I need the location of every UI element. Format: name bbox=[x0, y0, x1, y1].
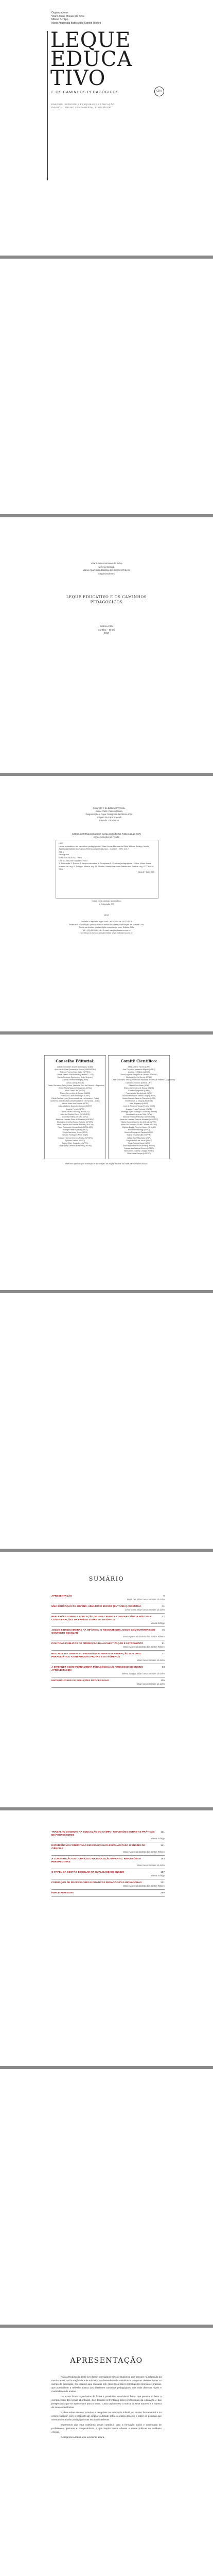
toc-separator bbox=[51, 1626, 165, 1627]
catalog-card-text bbox=[59, 842, 154, 874]
board-member: Lídia de Oliveira Xavier (UNIEURO) bbox=[60, 1113, 90, 1115]
board-member: Jailson Alves dos Santos (UFRJ) bbox=[61, 1103, 89, 1105]
board-member: Mohammed Elhajji (UFRJ) bbox=[128, 1129, 150, 1131]
legal-notice bbox=[51, 920, 162, 935]
board-member: Altair Alberto Fávero (UPF) bbox=[128, 1066, 150, 1068]
board-member: Élsio José Corá (UFFS) bbox=[65, 1089, 85, 1092]
toc-entry-title: O PAPEL DA GESTÃO ESCOLAR NA QUALIDADE DO ENSINO bbox=[51, 1871, 125, 1874]
toc-separator bbox=[51, 1613, 165, 1614]
toc-entry-author: Milena Schlipp bbox=[150, 1837, 165, 1840]
board-member: João Adalberto Campato Junior (UNESP) bbox=[58, 1105, 93, 1108]
catalog-index-line: 1. Educação 370 bbox=[98, 902, 115, 905]
board-member: Eliane Rose Maio (UEM) bbox=[129, 1084, 149, 1087]
toc-entry-title: EXPERIÊNCIAS FORMATIVAS EM ESPAÇO NÃO-ESCOLAR PARA O ENSINO DE CIÊNCIAS bbox=[51, 1844, 146, 1850]
board-member: Maria Lília Imbiriba Sousa Colares (UFOPA) bbox=[120, 1124, 157, 1126]
board-member: Rodrigo Pratte-Santos (UFES) bbox=[62, 1129, 88, 1131]
board-member: Najela Tavares Ujiie (UTFPR) bbox=[127, 1134, 151, 1137]
board-member: Elizeu Clementino de Souza (UNEB) bbox=[60, 1092, 91, 1094]
toc-entry-author: Celso Conti, Vilani Jesus Moraes da Silva bbox=[125, 1608, 165, 1611]
board-member: Anna Augusta Sampaio de Oliveira (UNESP) bbox=[120, 1074, 157, 1076]
toc-entry-author: Maria Aparecida Batista dos Santos Ribeiro bbox=[123, 1885, 165, 1887]
board-member: Andréia da Silva Quintanilha Sousa (UNIR/UFRN) bbox=[55, 1069, 96, 1071]
presentation-paragraph: A obra reúne ensaios, estudos e pesquisas na educação infantil, no ensino fundamental e no ensino superior, com o propósito de ampliar o debate sobre a prática docente e sobre as políticas que orientam o trabalho pedagógico nas escolas brasileiras. bbox=[51, 2411, 162, 2421]
board-member: Marcos Vinicius Francisco (UNOESTE) bbox=[122, 1115, 155, 1118]
toc-entry-page: 77 bbox=[162, 1653, 165, 1655]
notice-line: Tel.: (41) 3039-6418 - E-mail: sac@editoracrv.com.br bbox=[82, 928, 131, 931]
board-member: Mônica Pereira dos Santos (UFRJ) bbox=[125, 1131, 153, 1134]
title-page-title: LEQUE EDUCATIVO E OS CAMINHOS PEDAGÓGICOS bbox=[66, 595, 147, 604]
catalog-header: DADOS INTERNACIONAIS DE CATALOGAÇÃO NA PUBLICAÇÃO (CIP) bbox=[72, 833, 141, 835]
toc-entry-author: Milena Schlipp bbox=[150, 1622, 165, 1624]
board-member: Andréia N. Militão (UEMS) bbox=[128, 1071, 150, 1074]
toc-entry-page: 45 bbox=[162, 1629, 165, 1632]
publication-year: 2017 bbox=[103, 632, 110, 635]
scientific-committee-title: Comitê Científico: bbox=[120, 1059, 157, 1063]
catalog-isbn: ISBN 978-85-444-1795-0 bbox=[59, 856, 82, 859]
board-member: Josania Portela (UFPI) bbox=[65, 1108, 85, 1110]
toc-entry[interactable] bbox=[51, 1844, 165, 1854]
toc-entry-page: 187 bbox=[160, 1871, 165, 1874]
author-name: Maria Aparecida Batista dos Santos Ribeiro bbox=[82, 569, 131, 572]
credits-block bbox=[68, 807, 150, 822]
organizer-name: Vilani Jesus Moraes da Silva bbox=[51, 14, 84, 18]
board-member: Solange Helena Ximenes-Rocha (UFOPA) bbox=[58, 1137, 93, 1139]
board-member: Simone Rodrigues Pinto (UNB) bbox=[62, 1134, 88, 1137]
presentation-title: APRESENTAÇÃO bbox=[70, 2357, 143, 2365]
catalog-entry: Leque educativo e os caminhos pedagógicos / Vilani Jesus Moraes da Silva, Milena Schlipp, Maria Aparecida Batista dos Santos Ribeiro (organizadoras) – Curitiba : CRV, 2017. bbox=[59, 844, 149, 851]
notice-line: Foi feito o depósito legal conf. Lei 10.994 de 14/12/2004 bbox=[81, 920, 132, 923]
board-member: Maria de Lourdes Pinto de Almeida (UNOESC) bbox=[119, 1118, 158, 1121]
publisher-city: Curitiba – Brasil bbox=[98, 629, 115, 632]
toc-entry-title: JOGOS E BRINCADEIRAS NA INFÂNCIA: O RESGATE DOS JOGOS COM MATERIAIS DO CONTEXTO ESCOLAR bbox=[51, 1629, 155, 1635]
board-member: Nilson José Machado (USP) bbox=[127, 1137, 151, 1139]
peer-review-note: Este livro passou por avaliação e aprovação às cegas de dois ou mais pareceristas ad hoc. bbox=[65, 1162, 148, 1165]
board-member: Maria Lília Imbiriba Sousa Colares (UFOPA) bbox=[57, 1121, 94, 1123]
board-member: Ilma Passos A. Veiga (UNICEUB) bbox=[125, 1100, 153, 1103]
board-member: Carlos Alberto Vilar Estêvão (UMINHO – PT) bbox=[57, 1074, 94, 1076]
colophon-year: 2017 bbox=[104, 914, 109, 917]
notice-line: Todos os direitos desta edição reservados pela: Editora CRV bbox=[79, 926, 134, 929]
board-member: Vânia Alves Martins Chaigar (FURG) bbox=[123, 1150, 154, 1152]
editorial-board-box bbox=[44, 1055, 106, 1159]
cover-vertical-rule bbox=[47, 31, 48, 180]
toc-entry[interactable] bbox=[51, 1605, 165, 1612]
toc-entry-author: Milena Schlipp, Vilani Jesus Moraes da Silva bbox=[121, 1672, 165, 1675]
toc-entry-title: A CONSTRUÇÃO DO CURRÍCULO NA EDUCAÇÃO INFANTIL: REFLEXÕES E PERSPECTIVAS bbox=[51, 1858, 141, 1863]
board-member: Carmen Tereza Velanga (UNIR) bbox=[62, 1079, 88, 1081]
organizer-name: Milena Schlipp bbox=[51, 18, 68, 21]
toc-entry-page: 27 bbox=[162, 1616, 165, 1618]
board-member: Maria de Lourdes Pinto de Almeida (UNOESC) bbox=[56, 1118, 95, 1121]
toc-entry[interactable] bbox=[51, 1616, 165, 1625]
board-member: Celso Conti (UFSCar) bbox=[66, 1081, 84, 1084]
credit-line: Copyright © da Editora CRV Ltda. bbox=[93, 807, 126, 809]
toc-entry[interactable] bbox=[51, 1892, 165, 1895]
toc-entry-page: 141 bbox=[160, 1844, 165, 1847]
board-member: Inês Bragança (UERJ) bbox=[130, 1103, 148, 1105]
toc-entry[interactable] bbox=[51, 1680, 165, 1686]
scientific-committee-box bbox=[108, 1055, 175, 1159]
toc-entry-title: APRESENTAÇÃO bbox=[51, 1595, 72, 1598]
toc-entry-page: 121 bbox=[160, 1831, 165, 1834]
catalog-pages: 266 p. bbox=[59, 850, 65, 853]
toc-entry[interactable] bbox=[51, 1629, 165, 1638]
catalog-index-label: Índice para catálogo sistemático bbox=[92, 900, 121, 902]
board-member: Sérgio Nunes de Jesus (IFRO) bbox=[62, 1131, 88, 1134]
toc-entry-title: POLÍTICAS PÚBLICAS DE PROMOÇÃO DA ALFABETIZAÇÃO E LETRAMENTO bbox=[51, 1642, 144, 1645]
credit-line: Diagramação e Capa: Designers da Editora CRV bbox=[85, 813, 133, 816]
catalog-index bbox=[51, 900, 162, 905]
catalog-subheader: CATALOGAÇÃO NA FONTE bbox=[93, 836, 120, 838]
board-member: Elizeu Clementino de Souza (UNEB) bbox=[123, 1087, 154, 1089]
toc-entry[interactable] bbox=[51, 1871, 165, 1877]
summary-title: SUMÁRIO bbox=[88, 1575, 125, 1582]
toc-entry-author: Milena Schlipp bbox=[150, 1874, 165, 1877]
board-member: Jussara Fraga Portugal (UNEB) bbox=[126, 1108, 152, 1110]
catalog-classification: CDU 37 CDD 370 bbox=[138, 870, 154, 873]
board-member: Francisco Ari de Andrade (UFC) bbox=[126, 1092, 152, 1094]
summary-page bbox=[0, 1552, 213, 1807]
cover-organizers bbox=[51, 11, 101, 25]
toc-separator bbox=[51, 1650, 165, 1651]
board-member: Vera Lucia Gaspar (UDESC) bbox=[127, 1153, 151, 1155]
cover-tagline: ENSAIOS, ESTUDOS E PESQUISAS NA EDUCAÇÃO INFANTIL, ENSINO FUNDAMENTAL E SUPERIOR bbox=[51, 103, 115, 109]
toc-separator bbox=[51, 1896, 165, 1897]
toc-entry-title: TRABALHO DOCENTE NA EDUCAÇÃO DO CAMPO: REFLEXÕES SOBRE AS PRÁTICAS DE PROFESSORES bbox=[51, 1831, 155, 1837]
toc-entry-page: 93 bbox=[162, 1666, 165, 1669]
toc-entry-title: UMA EDUCAÇÃO DE JOVENS, ADULTOS E IDOSOS (ENTRADA) ASSERTIVA bbox=[51, 1605, 141, 1608]
board-member: Silvia Regina Canan (URI) bbox=[128, 1142, 150, 1144]
toc-entry[interactable] bbox=[51, 1666, 165, 1675]
catalog-subjects: 1. Educação 2. Ensino 3. Leque educativo 4. Pesquisas 5. Práticas pedagógicas I. Silva, Vilani Jesus Moraes da. org. II. Schlipp, Milena. org. III. Ribeiro, Maria Aparecida Batista dos Santos. org. IV. Título V. Série bbox=[59, 862, 154, 871]
toc-separator bbox=[51, 1889, 165, 1890]
board-member: Fauston Negreiros (UFPI) bbox=[128, 1089, 150, 1092]
notice-line: Proibida a reprodução parcial ou total desta obra sem autorização da Editora CRV bbox=[69, 923, 144, 926]
catalog-doi: DOI 10.24824/978854441795.0 bbox=[59, 859, 88, 862]
title-page-imprint bbox=[0, 625, 213, 636]
toc-entry[interactable] bbox=[51, 1653, 165, 1662]
board-member: Diosnel Centurion (UNIDA – PY) bbox=[126, 1081, 152, 1084]
board-member: José de Ribamar Sousa Pereira (UCB) bbox=[123, 1105, 155, 1108]
organizer-name: Maria Aparecida Batista dos Santos Ribeiro bbox=[51, 21, 101, 25]
toc-entry-title: RECORTE DO TRABALHO PEDAGÓGICO PARA A ELABORAÇÃO DO LIVRO PARADIDÁTICO A GUERRA DAS FRUTAS E OS NÚMEROS bbox=[51, 1653, 141, 1658]
blank-page bbox=[0, 2069, 213, 2325]
toc-entry[interactable] bbox=[51, 1831, 165, 1840]
toc-entry-title: REFLEXÕES SOBRE A EDUCAÇÃO DE UMA CRIANÇA COM DEFICIÊNCIA MÚLTIPLA: CONSIDERAÇÕES DA FAMÍLIA SOBRE OS DESAFIOS bbox=[51, 1616, 152, 1621]
board-member: Tania Suely Azevedo Brasileiro (UFOPA) bbox=[58, 1144, 92, 1147]
author-name: Milena Schlipp bbox=[98, 566, 115, 569]
editorial-boards-page bbox=[0, 1035, 213, 1290]
authors-role: (Organizadoras) bbox=[97, 572, 116, 575]
board-member: Elione Maria Nogueira Diogenes (UFAL) bbox=[58, 1087, 92, 1089]
toc-entry[interactable] bbox=[51, 1858, 165, 1867]
board-member: Francisco Carlos Duarte (PUC-PR) bbox=[61, 1095, 90, 1097]
summary-continued-page bbox=[0, 1810, 213, 2066]
author-name: Vilani Jesus Moraes da Silva bbox=[91, 563, 122, 565]
title-page-authors bbox=[0, 563, 213, 576]
toc-entry-page: 163 bbox=[160, 1858, 165, 1860]
toc-entry[interactable] bbox=[51, 1595, 165, 1601]
presentation-paragraph: Os textos foram organizados de forma a possibilitar uma leitura fluida, que permita ao leitor a compreensão dos temas abordados, dos desafios enfrentados pelos profissionais da educação e das perspectivas que se apresentam para o futuro. Cada capítulo traz a marca de seus autores e a riqueza de suas experiências. bbox=[51, 2395, 162, 2409]
presentation-body bbox=[51, 2375, 162, 2441]
board-member: Aldira Guimarães Duarte Domínguez (UNB) bbox=[57, 1066, 93, 1068]
toc-entry-author: Maria Aparecida Batista dos Santos Ribeiro bbox=[123, 1635, 165, 1638]
board-member: Gláucia Maria dos Santos Jorge (UFOP) bbox=[122, 1095, 156, 1097]
toc-entry-title: FORMAÇÃO DE PROFESSORES E PRÁTICAS PEDAGÓGICAS INOVADORAS bbox=[51, 1882, 142, 1884]
toc-separator bbox=[51, 1687, 165, 1688]
board-member: Maria Cristina dos Santos Bezerra (UFSCar) bbox=[57, 1124, 94, 1126]
toc-entry-author: Maria Aparecida Batista dos Santos Ribeiro bbox=[123, 1851, 165, 1853]
toc-entry-page: 11 bbox=[162, 1605, 165, 1608]
board-member: Tadeu Oliver Gonçalves (UFPA) bbox=[62, 1142, 88, 1144]
credit-line: Editor-chefe: Railson Moura bbox=[96, 810, 122, 812]
cover-page bbox=[0, 0, 213, 256]
toc-entry[interactable] bbox=[51, 1882, 165, 1888]
colophon-page bbox=[0, 776, 213, 1031]
credit-line: Imagem da Capa: Freepik bbox=[96, 816, 122, 819]
publisher-seal-icon: CRV bbox=[154, 87, 164, 96]
presentation-paragraph: Esperamos que esta coletânea possa contribuir para a formação inicial e continuada de professores, gestores e pesquisadores, e que inspire novos olhares e novas práticas no cotidiano escolar. bbox=[51, 2424, 162, 2433]
board-member: Helder Buenos Aires de Carvalho (UFPI) bbox=[122, 1097, 156, 1100]
editorial-board-list bbox=[45, 1066, 105, 1147]
title-page bbox=[0, 517, 213, 773]
board-member: Sonia Maria Ferreira Koehler (UNISAL) bbox=[122, 1144, 155, 1147]
toc-entry-page: 105 bbox=[160, 1680, 165, 1682]
cover-subtitle: E OS CAMINHOS PEDAGÓGICOS bbox=[51, 91, 119, 94]
publisher-name: Editora CRV bbox=[99, 625, 114, 628]
toc-entry-author: Profª. Drª. Vilani Jesus Moraes da Silva bbox=[127, 1598, 165, 1601]
toc-separator bbox=[51, 1855, 165, 1856]
board-member: Lourdes Helena da Silva (UFV) bbox=[62, 1115, 88, 1118]
toc-entry-title: MATERIALIDADE DE SOLUÇÕES PROCESSUAIS bbox=[51, 1680, 109, 1682]
organizers-label: Organizadores bbox=[51, 11, 68, 14]
blank-page bbox=[0, 1293, 213, 1549]
presentation-paragraph: Desejamos a todos uma excelente leitura. bbox=[61, 2436, 105, 2438]
catalog-call-number: L597 bbox=[59, 842, 63, 844]
board-member: Gloria Fariñas León (Universidade de La Havana – Cuba) bbox=[51, 1097, 99, 1100]
board-member: Leonel Severo Rocha (UNISINOS) bbox=[61, 1110, 90, 1113]
board-member: Lourdes Helena da Silva (UFV) bbox=[126, 1113, 152, 1115]
cover-title: LEQUE EDUCA TIVO bbox=[50, 28, 133, 90]
board-member: Ana Chrystina Venancio Mignot (UERJ) bbox=[122, 1069, 155, 1071]
scientific-committee-list bbox=[109, 1066, 175, 1155]
board-member: Carlos Federico Dominguez Avila (Unieuro) bbox=[57, 1076, 93, 1079]
toc-entry-title: A INTERNET COMO FERRAMENTA PEDAGÓGICA NO PROCESSO DE ENSINO-APRENDIZAGEM bbox=[51, 1666, 144, 1672]
toc-entry-author: Vilani Jesus Moraes da Silva bbox=[137, 1659, 165, 1662]
board-member: Cesar Gerónimo Tello (Univer. Nacional Três de Febrero – Argentina) bbox=[48, 1084, 104, 1087]
board-member: Antônio Pereira Gaio Júnior (UFRRJ) bbox=[60, 1071, 91, 1074]
credit-line: Revisão: Os Autores bbox=[99, 819, 119, 822]
toc-entry-page: 259 bbox=[160, 1892, 165, 1894]
toc-entry-page: 221 bbox=[160, 1882, 165, 1884]
toc-entry-author: Vilani Jesus Moraes da Silva bbox=[137, 1864, 165, 1867]
toc-entry-author: Maria Aparecida Batista dos Santos Ribeiro bbox=[123, 1646, 165, 1648]
board-member: Kilwangy Kya Kapitango-a-Samba (Unemat) bbox=[120, 1110, 157, 1113]
notice-line: Conheça os nossos lançamentos: www.editoracrv.com.br bbox=[80, 931, 133, 935]
toc-entry-page: 9 bbox=[163, 1595, 165, 1598]
presentation-page bbox=[0, 2328, 213, 2576]
board-member: Suzana dos Santos Gomes (UFMG) bbox=[124, 1147, 154, 1149]
toc-entry[interactable] bbox=[51, 1642, 165, 1649]
toc-entry-author: Vilani Jesus Moraes da Silva bbox=[137, 1683, 165, 1685]
board-member: Maria Eurácia Barreto de Andrade (UFRB) bbox=[121, 1121, 156, 1123]
editorial-board-title: Conselho Editorial: bbox=[56, 1059, 95, 1063]
board-member: Míghian Danae Ferreira Nunes (UNILAB) bbox=[122, 1126, 156, 1129]
presentation-paragraph: Para a Realização deste livro foram convidados vários estudiosos, que pensam na educação do mundo atual, na formação de educadores e na diversidade de trabalhos e pesquisas desenvolvidas no campo da educação. Os estudos aqui reunidos têm como foco trazer contribuições teóricas e práticas, que possibilitem a reflexão acerca dos diferentes caminhos pedagógicos, nos mais diversos níveis e modalidades de ensino. bbox=[51, 2376, 162, 2393]
toc-entry-page: 61 bbox=[162, 1642, 165, 1645]
toc-entry-title: ÍNDICE REMISSIVO bbox=[51, 1892, 75, 1894]
board-member: Paulo Romualdo Hernandes (UNIFAL-MG) bbox=[57, 1126, 93, 1129]
catalog-bibliography: Bibliografia bbox=[59, 853, 69, 856]
blank-page bbox=[0, 259, 213, 514]
board-member: Barbara Coelho Neves (UFBA) bbox=[126, 1076, 152, 1079]
board-member: Sérgio Nunes de Jesus (IFRO) bbox=[126, 1139, 152, 1142]
board-member: Cesar Gerónimo Tello (Universidad Nacional de Três de Febrero – Argentina) bbox=[112, 1079, 175, 1081]
board-member: Guillermo Arias Beatón (Universidade de La Havana – Cuba) bbox=[50, 1100, 100, 1103]
board-member: Sydione Santos (UEPG) bbox=[65, 1139, 85, 1142]
